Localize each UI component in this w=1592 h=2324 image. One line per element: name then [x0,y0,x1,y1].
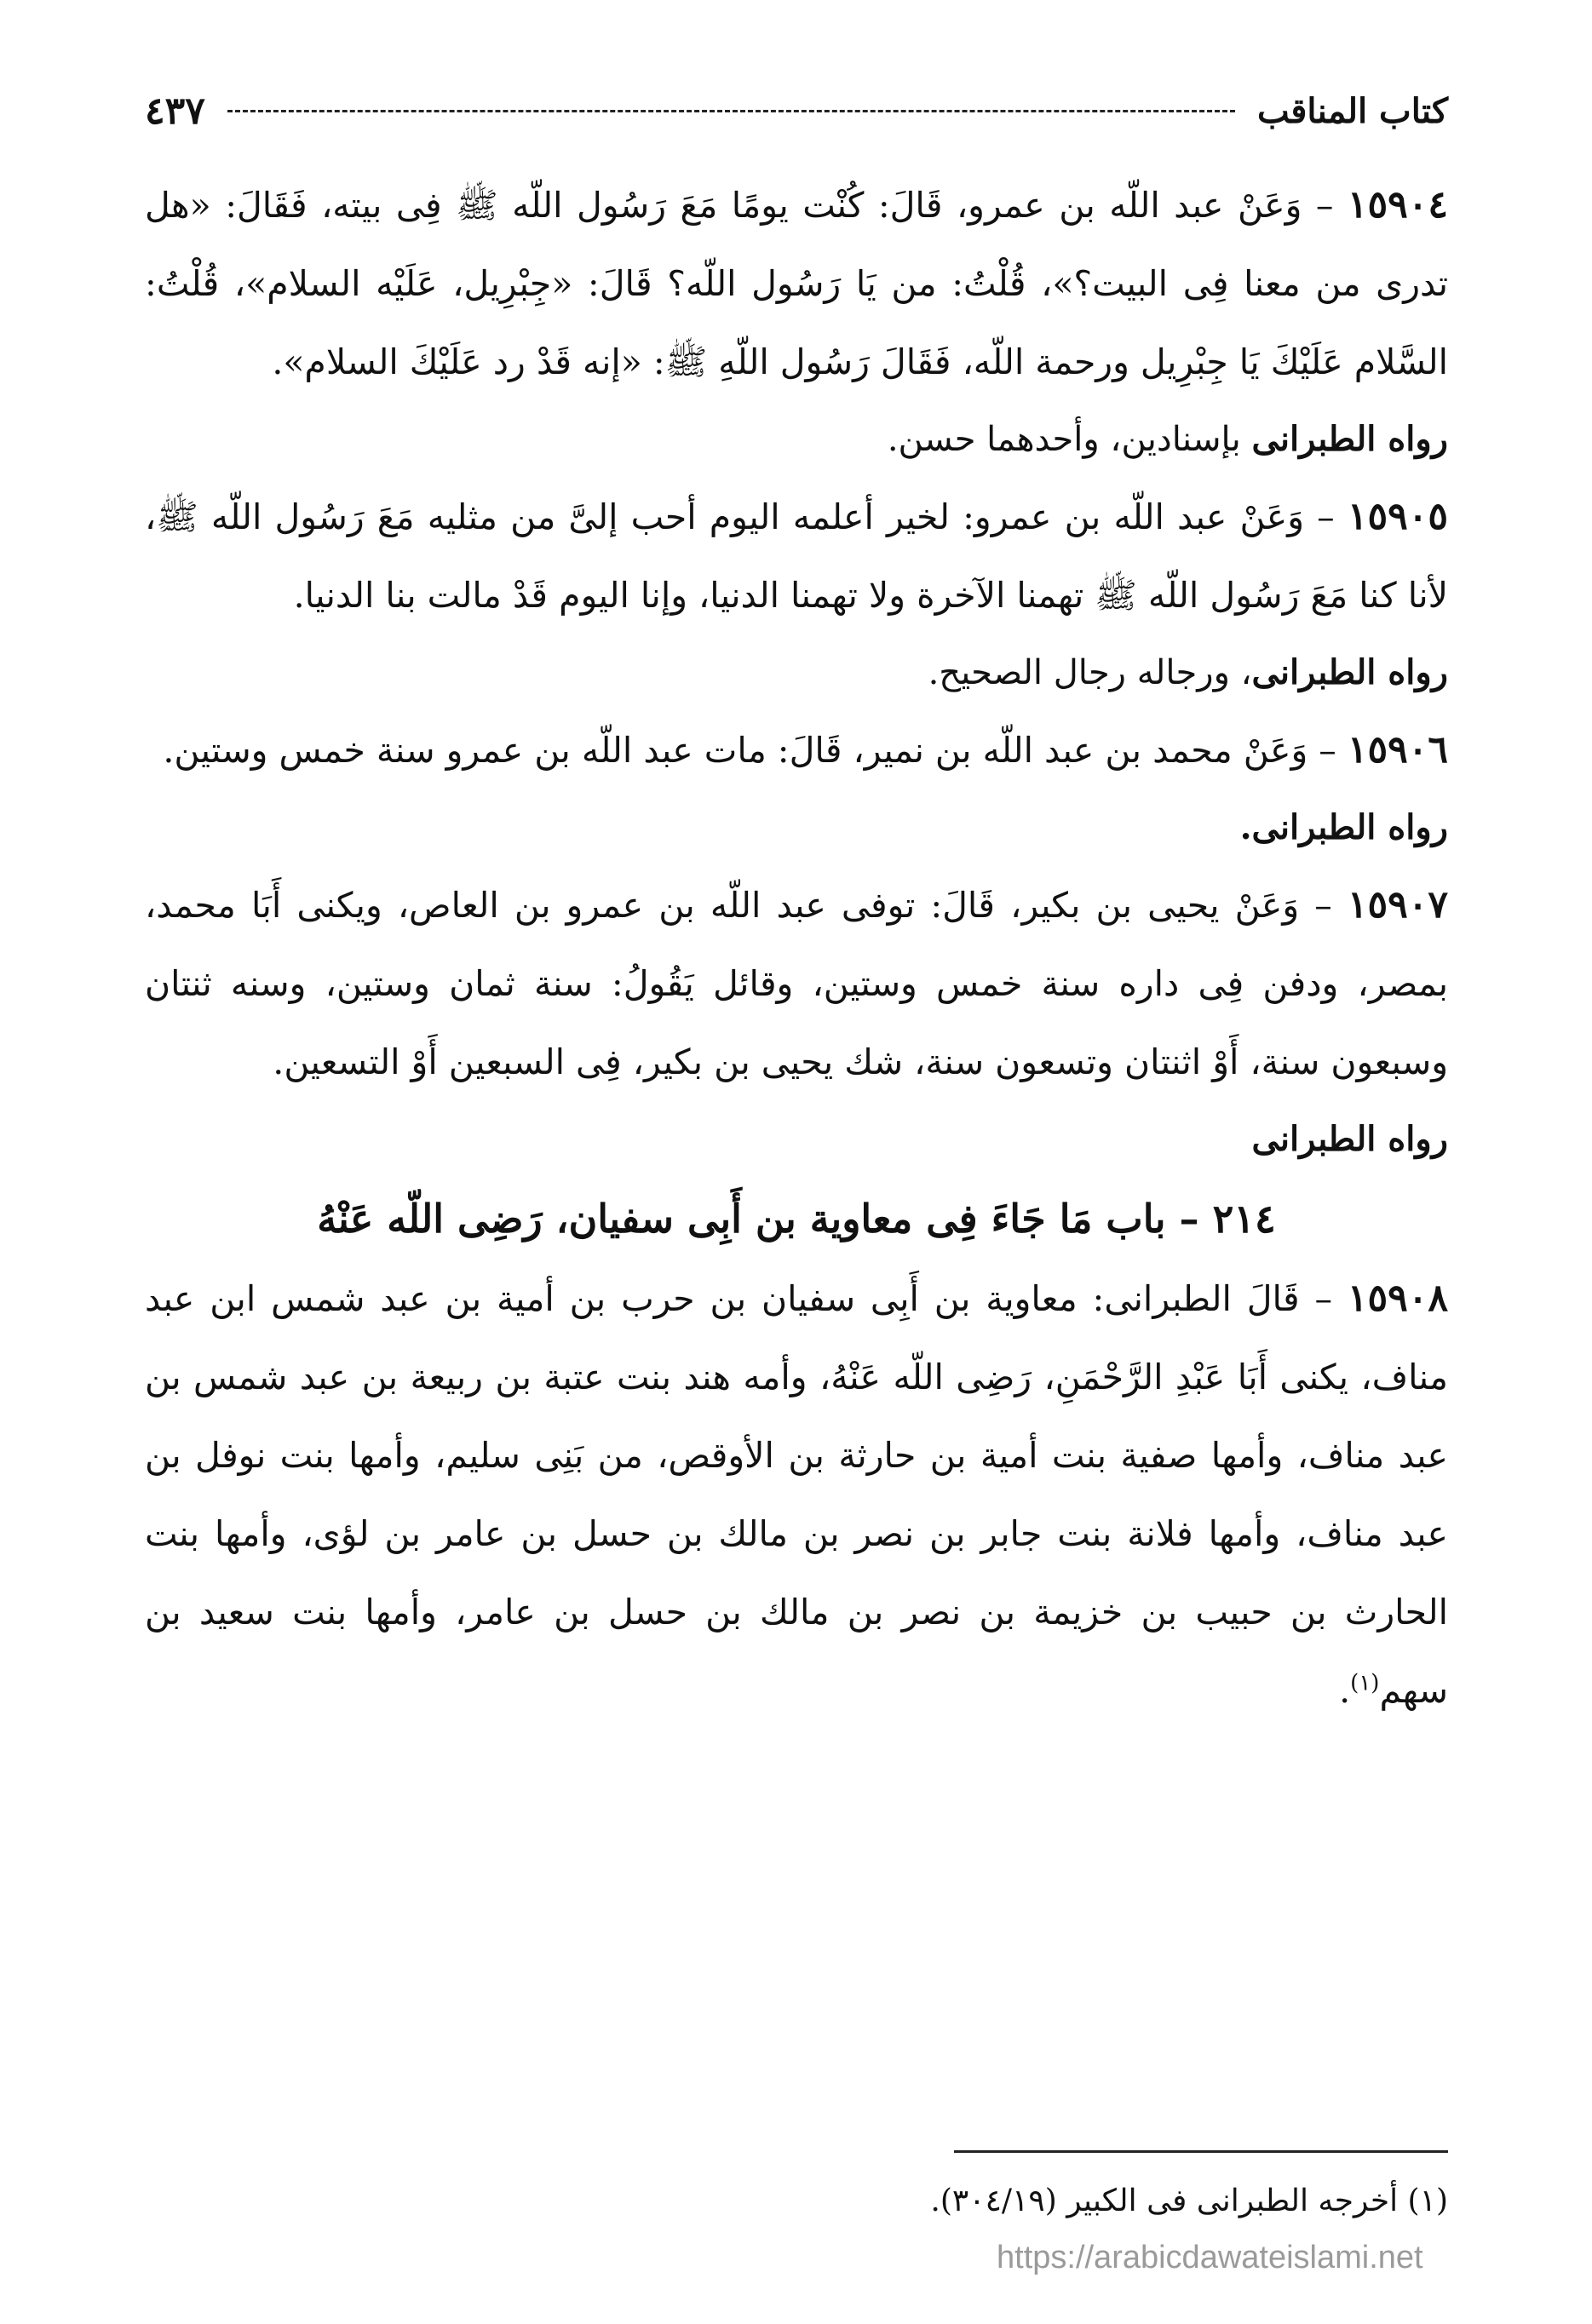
source-name: رواه الطبرانى [1251,807,1448,847]
page-content [145,166,1448,1730]
source-name: رواه الطبرانى [1251,1119,1448,1159]
hadith-number: ١٥٩٠٥ [1347,495,1448,538]
hadith-text: – وَعَنْ عبد اللّه بن عمرو، قَالَ: كُنْت يومًا مَعَ رَسُول اللّه ﷺ فِى بيته، فَقَالَ: «هل تدرى من معنا فِى البيت؟»، قُلْتُ: من يَا رَسُول اللّه؟ قَالَ: «جِبْرِيل، عَلَيْه السلام»، قُلْتُ: السَّلام عَلَيْكَ يَا جِبْرِيل ورحمة اللّه، فَقَالَ رَسُول اللّهِ ﷺ: «إنه قَدْ رد عَلَيْكَ السلام». [145,185,1448,382]
chapter-heading: ٢١٤ – باب مَا جَاءَ فِى معاوية بن أَبِى سفيان، رَضِى اللّه عَنْهُ [317,1196,1276,1242]
footnote: (١) أخرجه الطبرانى فى الكبير (٣٠٤/١٩). [930,2183,1448,2218]
source-detail: . [1239,807,1252,847]
page-header [145,72,1448,149]
hadith-15908 [145,1260,1448,1730]
hadith-text: – وَعَنْ يحيى بن بكير، قَالَ: توفى عبد اللّه بن عمرو بن العاص، ويكنى أَبَا محمد، بمصر، ودفن فِى داره سنة خمس وستين، وقائل يَقُولُ: سنة ثمان وستين، وسنه ثنتان وسبعون سنة، أَوْ اثنتان وتسعون سنة، شك يحيى بن بكير، فِى السبعين أَوْ التسعين. [145,885,1448,1082]
hadith-number: ١٥٩٠٧ [1347,883,1448,927]
running-title: كتاب المناقب [1257,90,1448,131]
footnote-ref: (١) [1350,1670,1380,1696]
header-dashes [227,110,1235,112]
source-name: رواه الطبرانى [1251,419,1448,459]
page-number: ٤٣٧ [145,89,205,133]
hadith-number: ١٥٩٠٤ [1347,183,1448,227]
hadith-text: – وَعَنْ عبد اللّه بن عمرو: لخير أعلمه اليوم أحب إلىَّ من مثليه مَعَ رَسُول اللّه ﷺ، لأنا كنا مَعَ رَسُول اللّه ﷺ تهمنا الآخرة ولا تهمنا الدنيا، وإنا اليوم قَدْ مالت بنا الدنيا. [145,496,1448,616]
hadith-15907 [145,866,1448,1101]
hadith-15904 [145,166,1448,401]
source-line [145,634,1448,711]
source-name: رواه الطبرانى [1251,652,1448,692]
source-line [145,1101,1448,1178]
hadith-15905 [145,478,1448,634]
hadith-end: . [1339,1670,1351,1711]
watermark: https://arabicdawateislami.net [997,2240,1423,2275]
hadith-text: – قَالَ الطبرانى: معاوية بن أَبِى سفيان بن حرب بن أمية بن عبد شمس ابن عبد مناف، يكنى أَبَا عَبْدِ الرَّحْمَنِ، رَضِى اللّه عَنْهُ، وأمه هند بنت عتبة بن ربيعة بن عبد شمس بن عبد مناف، وأمها صفية بنت أمية بن حارثة بن الأوقص، من بَنِى سليم، وأمها بنت نوفل بن عبد مناف، وأمها فلانة بنت جابر بن نصر بن مالك بن حسل بن عامر بن لؤى، وأمها بنت الحارث بن حبيب بن خزيمة بن نصر بن مالك بن حسل بن عامر، وأمها بنت سعيد بن سهم [145,1278,1448,1711]
source-line [145,401,1448,478]
hadith-number: ١٥٩٠٨ [1347,1277,1448,1320]
source-detail: بإسنادين، وأحدهما حسن. [887,420,1252,459]
book-page [145,72,1448,2287]
footnote-divider [954,2150,1448,2153]
source-line [145,789,1448,866]
hadith-15906 [145,711,1448,789]
source-detail: ، ورجاله رجال الصحيح. [928,653,1252,692]
hadith-text: – وَعَنْ محمد بن عبد اللّه بن نمير، قَالَ: مات عبد اللّه بن عمرو سنة خمس وستين. [163,730,1336,771]
hadith-number: ١٥٩٠٦ [1347,728,1448,772]
